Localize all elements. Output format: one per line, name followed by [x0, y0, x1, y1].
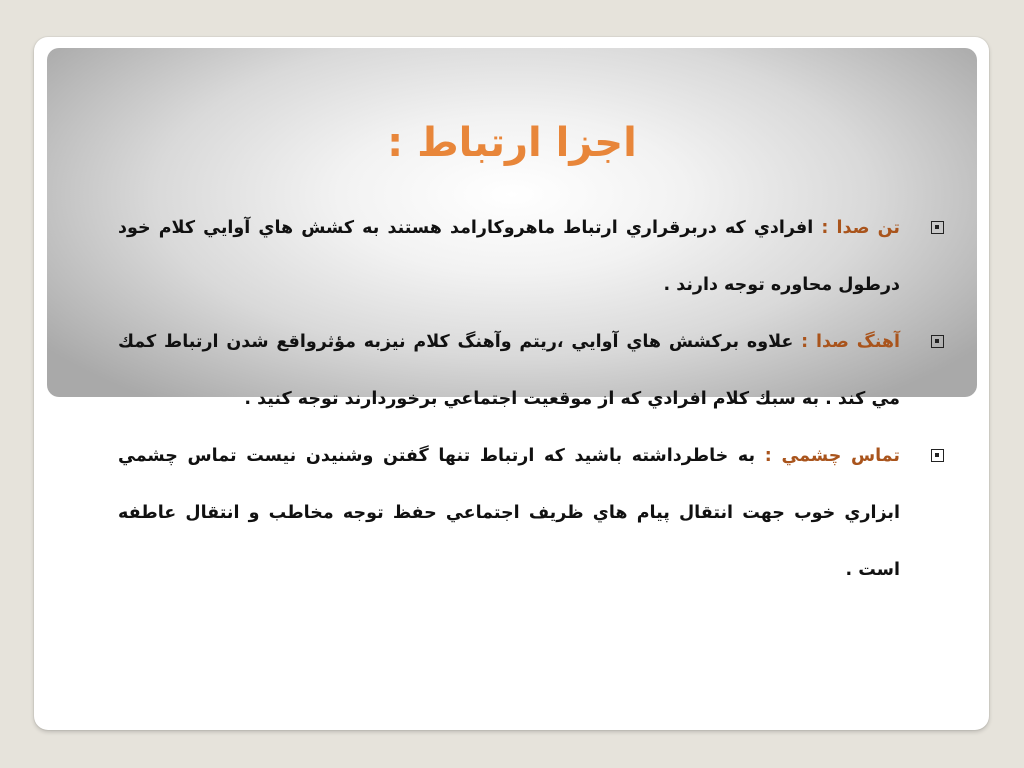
slide-title: اجزا ارتباط :	[387, 120, 637, 166]
square-bullet-icon	[931, 335, 944, 348]
bullet-term: تماس چشمي :	[764, 446, 900, 466]
bullet-text: به خاطرداشته باشيد كه ارتباط تنها گفتن وشنيدن نيست تماس چشمي ابزاري خوب جهت انتقال پيام هاي ظريف اجتماعي حفظ توجه مخاطب و انتقال عاطفه است .	[118, 446, 900, 580]
square-bullet-icon	[931, 221, 944, 234]
slide-content	[118, 200, 948, 599]
bullet-item-eye-contact	[118, 428, 948, 599]
bullet-item-voice-rhythm	[118, 314, 948, 428]
bullet-text: علاوه بركشش هاي آوايي ،ريتم وآهنگ كلام نيزبه مؤثرواقع شدن ارتباط كمك مي كند . به سبك كلام افرادي كه از موقعيت اجتماعي برخوردارند توجه كنيد .	[118, 332, 900, 409]
bullet-text: افرادي كه دربرقراري ارتباط ماهروكارامد هستند به كشش هاي آوايي كلام خود درطول محاوره توجه دارند .	[118, 218, 900, 295]
square-bullet-icon	[931, 449, 944, 462]
bullet-term: تن صدا :	[821, 218, 900, 238]
bullet-term: آهنگ صدا :	[801, 332, 900, 352]
bullet-item-voice-tone	[118, 200, 948, 314]
